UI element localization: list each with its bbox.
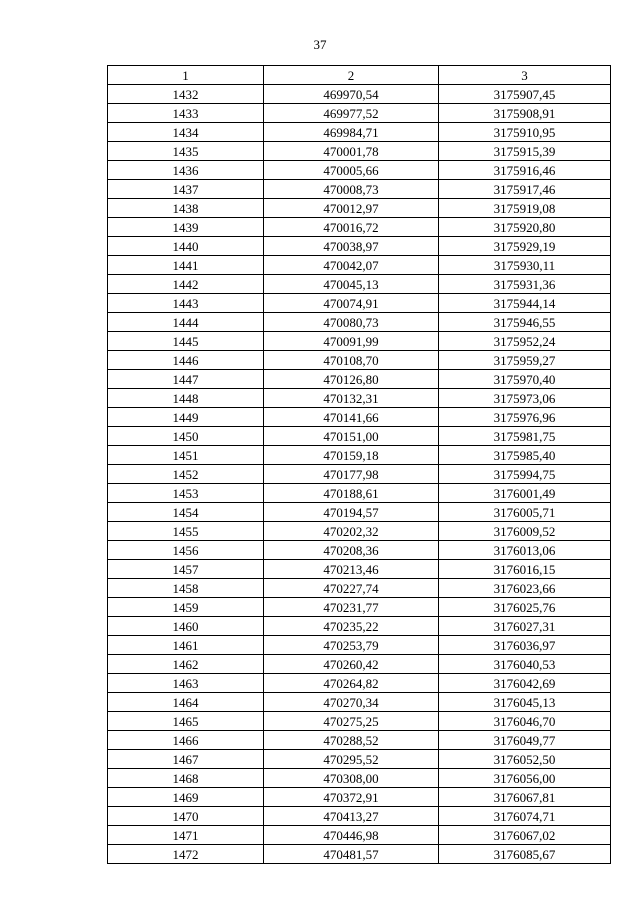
- table-row: [108, 85, 611, 104]
- table-header-row: [108, 66, 611, 85]
- point-number-cell: 1432: [108, 85, 264, 104]
- table-row: [108, 408, 611, 427]
- table-row: [108, 845, 611, 864]
- point-number-cell: 1456: [108, 541, 264, 560]
- coordinates-table: [107, 65, 611, 864]
- table-row: [108, 104, 611, 123]
- y-coordinate-cell: 3175981,75: [439, 427, 611, 446]
- table-row: [108, 313, 611, 332]
- x-coordinate-cell: 470208,36: [264, 541, 439, 560]
- y-coordinate-cell: 3175970,40: [439, 370, 611, 389]
- y-coordinate-cell: 3176067,02: [439, 826, 611, 845]
- table-row: [108, 750, 611, 769]
- x-coordinate-cell: 470038,97: [264, 237, 439, 256]
- x-coordinate-cell: 470091,99: [264, 332, 439, 351]
- point-number-cell: 1451: [108, 446, 264, 465]
- x-coordinate-cell: 470288,52: [264, 731, 439, 750]
- table-row: [108, 541, 611, 560]
- y-coordinate-cell: 3175919,08: [439, 199, 611, 218]
- table-row: [108, 731, 611, 750]
- table-row: [108, 465, 611, 484]
- point-number-cell: 1444: [108, 313, 264, 332]
- x-coordinate-cell: 470151,00: [264, 427, 439, 446]
- x-coordinate-cell: 470308,00: [264, 769, 439, 788]
- y-coordinate-cell: 3176067,81: [439, 788, 611, 807]
- column-header-3: 3: [439, 66, 611, 85]
- table-row: [108, 826, 611, 845]
- x-coordinate-cell: 470042,07: [264, 256, 439, 275]
- point-number-cell: 1453: [108, 484, 264, 503]
- table-row: [108, 712, 611, 731]
- table-row: [108, 484, 611, 503]
- x-coordinate-cell: 470413,27: [264, 807, 439, 826]
- table-row: [108, 256, 611, 275]
- y-coordinate-cell: 3175920,80: [439, 218, 611, 237]
- y-coordinate-cell: 3176052,50: [439, 750, 611, 769]
- point-number-cell: 1457: [108, 560, 264, 579]
- y-coordinate-cell: 3175907,45: [439, 85, 611, 104]
- table-row: [108, 769, 611, 788]
- y-coordinate-cell: 3176036,97: [439, 636, 611, 655]
- table-row: [108, 522, 611, 541]
- y-coordinate-cell: 3176025,76: [439, 598, 611, 617]
- table-row: [108, 788, 611, 807]
- y-coordinate-cell: 3175917,46: [439, 180, 611, 199]
- table-row: [108, 218, 611, 237]
- x-coordinate-cell: 470253,79: [264, 636, 439, 655]
- x-coordinate-cell: 470005,66: [264, 161, 439, 180]
- x-coordinate-cell: 469984,71: [264, 123, 439, 142]
- y-coordinate-cell: 3175916,46: [439, 161, 611, 180]
- table-row: [108, 237, 611, 256]
- table-row: [108, 142, 611, 161]
- y-coordinate-cell: 3176013,06: [439, 541, 611, 560]
- y-coordinate-cell: 3175952,24: [439, 332, 611, 351]
- table-row: [108, 351, 611, 370]
- point-number-cell: 1441: [108, 256, 264, 275]
- point-number-cell: 1464: [108, 693, 264, 712]
- y-coordinate-cell: 3176005,71: [439, 503, 611, 522]
- point-number-cell: 1443: [108, 294, 264, 313]
- point-number-cell: 1447: [108, 370, 264, 389]
- point-number-cell: 1472: [108, 845, 264, 864]
- point-number-cell: 1439: [108, 218, 264, 237]
- point-number-cell: 1460: [108, 617, 264, 636]
- point-number-cell: 1455: [108, 522, 264, 541]
- point-number-cell: 1468: [108, 769, 264, 788]
- table-row: [108, 427, 611, 446]
- y-coordinate-cell: 3176056,00: [439, 769, 611, 788]
- point-number-cell: 1461: [108, 636, 264, 655]
- table-row: [108, 199, 611, 218]
- point-number-cell: 1440: [108, 237, 264, 256]
- x-coordinate-cell: 470194,57: [264, 503, 439, 522]
- x-coordinate-cell: 470235,22: [264, 617, 439, 636]
- point-number-cell: 1452: [108, 465, 264, 484]
- x-coordinate-cell: 470177,98: [264, 465, 439, 484]
- x-coordinate-cell: 470001,78: [264, 142, 439, 161]
- table-row: [108, 503, 611, 522]
- table-row: [108, 332, 611, 351]
- x-coordinate-cell: 470275,25: [264, 712, 439, 731]
- x-coordinate-cell: 470132,31: [264, 389, 439, 408]
- point-number-cell: 1471: [108, 826, 264, 845]
- table-row: [108, 446, 611, 465]
- x-coordinate-cell: 470481,57: [264, 845, 439, 864]
- y-coordinate-cell: 3175915,39: [439, 142, 611, 161]
- table-row: [108, 161, 611, 180]
- point-number-cell: 1465: [108, 712, 264, 731]
- y-coordinate-cell: 3175908,91: [439, 104, 611, 123]
- y-coordinate-cell: 3176074,71: [439, 807, 611, 826]
- y-coordinate-cell: 3175930,11: [439, 256, 611, 275]
- x-coordinate-cell: 470012,97: [264, 199, 439, 218]
- y-coordinate-cell: 3175910,95: [439, 123, 611, 142]
- x-coordinate-cell: 470260,42: [264, 655, 439, 674]
- y-coordinate-cell: 3176046,70: [439, 712, 611, 731]
- x-coordinate-cell: 470045,13: [264, 275, 439, 294]
- y-coordinate-cell: 3175944,14: [439, 294, 611, 313]
- table-row: [108, 693, 611, 712]
- x-coordinate-cell: 470270,34: [264, 693, 439, 712]
- point-number-cell: 1466: [108, 731, 264, 750]
- x-coordinate-cell: 470295,52: [264, 750, 439, 769]
- x-coordinate-cell: 470126,80: [264, 370, 439, 389]
- x-coordinate-cell: 470227,74: [264, 579, 439, 598]
- point-number-cell: 1448: [108, 389, 264, 408]
- x-coordinate-cell: 470213,46: [264, 560, 439, 579]
- point-number-cell: 1434: [108, 123, 264, 142]
- y-coordinate-cell: 3176045,13: [439, 693, 611, 712]
- table-row: [108, 389, 611, 408]
- point-number-cell: 1450: [108, 427, 264, 446]
- x-coordinate-cell: 470080,73: [264, 313, 439, 332]
- table-row: [108, 579, 611, 598]
- table-row: [108, 560, 611, 579]
- y-coordinate-cell: 3176027,31: [439, 617, 611, 636]
- x-coordinate-cell: 469977,52: [264, 104, 439, 123]
- y-coordinate-cell: 3176040,53: [439, 655, 611, 674]
- y-coordinate-cell: 3175959,27: [439, 351, 611, 370]
- point-number-cell: 1467: [108, 750, 264, 769]
- column-header-2: 2: [264, 66, 439, 85]
- x-coordinate-cell: 470159,18: [264, 446, 439, 465]
- point-number-cell: 1469: [108, 788, 264, 807]
- point-number-cell: 1470: [108, 807, 264, 826]
- table-row: [108, 294, 611, 313]
- table-row: [108, 123, 611, 142]
- x-coordinate-cell: 470188,61: [264, 484, 439, 503]
- x-coordinate-cell: 470141,66: [264, 408, 439, 427]
- table-body: [108, 85, 611, 864]
- point-number-cell: 1433: [108, 104, 264, 123]
- point-number-cell: 1446: [108, 351, 264, 370]
- table-row: [108, 636, 611, 655]
- y-coordinate-cell: 3176042,69: [439, 674, 611, 693]
- point-number-cell: 1459: [108, 598, 264, 617]
- table-row: [108, 598, 611, 617]
- point-number-cell: 1435: [108, 142, 264, 161]
- x-coordinate-cell: 470202,32: [264, 522, 439, 541]
- point-number-cell: 1442: [108, 275, 264, 294]
- x-coordinate-cell: 470446,98: [264, 826, 439, 845]
- y-coordinate-cell: 3176085,67: [439, 845, 611, 864]
- y-coordinate-cell: 3175985,40: [439, 446, 611, 465]
- y-coordinate-cell: 3175973,06: [439, 389, 611, 408]
- point-number-cell: 1454: [108, 503, 264, 522]
- table-row: [108, 180, 611, 199]
- x-coordinate-cell: 470231,77: [264, 598, 439, 617]
- y-coordinate-cell: 3175946,55: [439, 313, 611, 332]
- page-number: 37: [313, 37, 327, 52]
- point-number-cell: 1437: [108, 180, 264, 199]
- point-number-cell: 1436: [108, 161, 264, 180]
- column-header-1: 1: [108, 66, 264, 85]
- point-number-cell: 1462: [108, 655, 264, 674]
- x-coordinate-cell: 470264,82: [264, 674, 439, 693]
- y-coordinate-cell: 3175994,75: [439, 465, 611, 484]
- x-coordinate-cell: 470372,91: [264, 788, 439, 807]
- point-number-cell: 1458: [108, 579, 264, 598]
- x-coordinate-cell: 470016,72: [264, 218, 439, 237]
- y-coordinate-cell: 3176001,49: [439, 484, 611, 503]
- x-coordinate-cell: 470108,70: [264, 351, 439, 370]
- y-coordinate-cell: 3176009,52: [439, 522, 611, 541]
- x-coordinate-cell: 470008,73: [264, 180, 439, 199]
- table-row: [108, 275, 611, 294]
- table-row: [108, 617, 611, 636]
- table-row: [108, 674, 611, 693]
- table-row: [108, 370, 611, 389]
- y-coordinate-cell: 3175976,96: [439, 408, 611, 427]
- point-number-cell: 1445: [108, 332, 264, 351]
- point-number-cell: 1438: [108, 199, 264, 218]
- point-number-cell: 1449: [108, 408, 264, 427]
- point-number-cell: 1463: [108, 674, 264, 693]
- x-coordinate-cell: 469970,54: [264, 85, 439, 104]
- y-coordinate-cell: 3176016,15: [439, 560, 611, 579]
- y-coordinate-cell: 3176049,77: [439, 731, 611, 750]
- table-row: [108, 807, 611, 826]
- x-coordinate-cell: 470074,91: [264, 294, 439, 313]
- y-coordinate-cell: 3175929,19: [439, 237, 611, 256]
- table-row: [108, 655, 611, 674]
- y-coordinate-cell: 3176023,66: [439, 579, 611, 598]
- y-coordinate-cell: 3175931,36: [439, 275, 611, 294]
